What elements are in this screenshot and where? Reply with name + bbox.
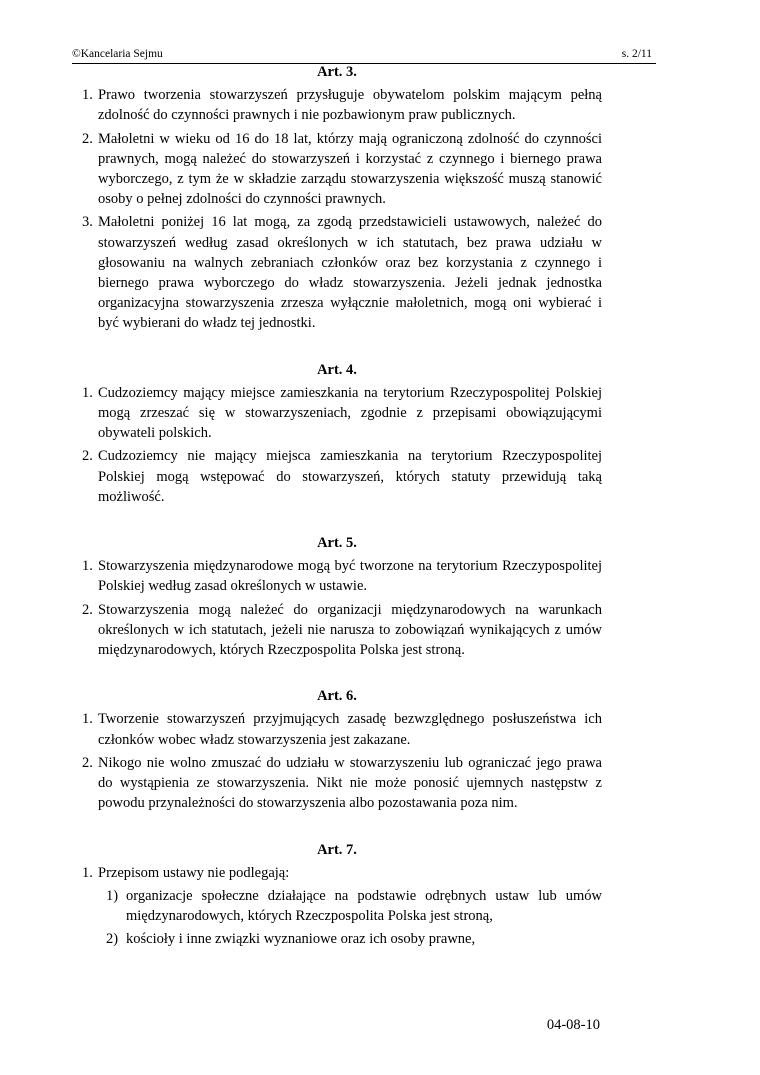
subparagraph bbox=[72, 886, 602, 926]
paragraph-text: Małoletni w wieku od 16 do 18 lat, którzy mają ograniczoną zdolność do czynności prawnych, mogą należeć do stowarzyszeń i korzystać z czynnego i biernego prawa wyborczego, z tym że w składzie zarządu stowarzyszenia większość muszą stanowić osoby o pełnej zdolności do czynności prawnych. bbox=[98, 130, 602, 208]
paragraph-text: Stowarzyszenia międzynarodowe mogą być tworzone na terytorium Rzeczypospolitej Polskiej według zasad określonych w ustawie. bbox=[98, 558, 602, 595]
subparagraph-text: organizacje społeczne działające na podstawie odrębnych ustaw lub umów międzynarodowych, których Rzeczpospolita Polska jest stroną, bbox=[126, 887, 602, 925]
paragraph bbox=[72, 383, 602, 444]
paragraph bbox=[72, 129, 602, 210]
paragraph-number: 1. bbox=[82, 864, 93, 881]
footer-date: 04-08-10 bbox=[546, 1017, 600, 1033]
paragraph bbox=[72, 863, 602, 883]
paragraph-number: 2. bbox=[82, 448, 93, 465]
paragraph-text: Cudzoziemcy nie mający miejsca zamieszkania na terytorium Rzeczypospolitej Polskiej mogą wstępować do stowarzyszeń, których statuty przewidują taką możliwość. bbox=[98, 448, 602, 505]
paragraph-number: 1. bbox=[82, 558, 93, 575]
document-body bbox=[72, 62, 602, 953]
paragraph bbox=[72, 709, 602, 749]
header-publisher: ©Kancelaria Sejmu bbox=[72, 48, 163, 60]
paragraph-text: Cudzoziemcy mający miejsce zamieszkania na terytorium Rzeczypospolitej Polskiej mogą zrzeszać się w stowarzyszeniach, zgodnie z przepisami obowiązującymi obywateli polskich. bbox=[98, 384, 602, 442]
subparagraph-number: 1) bbox=[106, 887, 119, 904]
paragraph bbox=[72, 556, 602, 596]
subparagraph bbox=[72, 929, 602, 949]
header-page-number: s. 2/11 bbox=[621, 48, 652, 60]
paragraph-text: Tworzenie stowarzyszeń przyjmujących zasadę bezwzględnego posłuszeństwa ich członków wobec władz stowarzyszenia jest zakazane. bbox=[98, 711, 602, 748]
article-title-5: Art. 5. bbox=[317, 535, 357, 552]
article-title-4: Art. 4. bbox=[317, 361, 357, 378]
paragraph bbox=[72, 212, 602, 333]
article-title-6: Art. 6. bbox=[317, 688, 357, 705]
subparagraph-number: 2) bbox=[106, 931, 119, 948]
article-title-7: Art. 7. bbox=[317, 841, 357, 858]
paragraph-text: Przepisom ustawy nie podlegają: bbox=[98, 864, 290, 881]
paragraph-number: 3. bbox=[82, 214, 93, 231]
paragraph-number: 1. bbox=[82, 711, 93, 728]
paragraph-text: Prawo tworzenia stowarzyszeń przysługuje obywatelom polskim mającym pełną zdolność do czynności prawnych i nie pozbawionym praw publicznych. bbox=[98, 87, 602, 124]
paragraph-text: Stowarzyszenia mogą należeć do organizacji międzynarodowych na warunkach określonych w ich statutach, jeżeli nie narusza to zobowiązań wynikających z umów międzynarodowych, których Rzeczpospolita Polska jest stroną. bbox=[98, 601, 602, 659]
paragraph-number: 1. bbox=[82, 384, 93, 401]
paragraph-number: 2. bbox=[82, 754, 93, 771]
paragraph-text: Nikogo nie wolno zmuszać do udziału w stowarzyszeniu lub ograniczać jego prawa do wystąpienia ze stowarzyszenia. Nikt nie może ponosić ujemnych następstw z powodu przynależności do stowarzyszenia albo pozostawania poza nim. bbox=[98, 754, 602, 812]
paragraph bbox=[72, 753, 602, 814]
paragraph bbox=[72, 85, 602, 125]
paragraph-number: 1. bbox=[82, 87, 93, 104]
subparagraph-text: kościoły i inne związki wyznaniowe oraz ich osoby prawne, bbox=[126, 931, 476, 948]
article-title-3: Art. 3. bbox=[317, 64, 357, 80]
paragraph-number: 2. bbox=[82, 601, 93, 618]
paragraph-number: 2. bbox=[82, 130, 93, 147]
paragraph bbox=[72, 446, 602, 507]
paragraph bbox=[72, 600, 602, 661]
paragraph-text: Małoletni poniżej 16 lat mogą, za zgodą przedstawicieli ustawowych, należeć do stowarzyszeń według zasad określonych w ich statutach, bez prawa udziału w głosowaniu na walnych zebraniach członków oraz bez korzystania z czynnego i biernego prawa wyborczego do władz stowarzyszenia. Jeżeli jednak jednostka organizacyjna stowarzyszenia zrzesza wyłącznie małoletnich, mogą oni wybierać i być wybierani do władz tej jednostki. bbox=[98, 214, 602, 332]
